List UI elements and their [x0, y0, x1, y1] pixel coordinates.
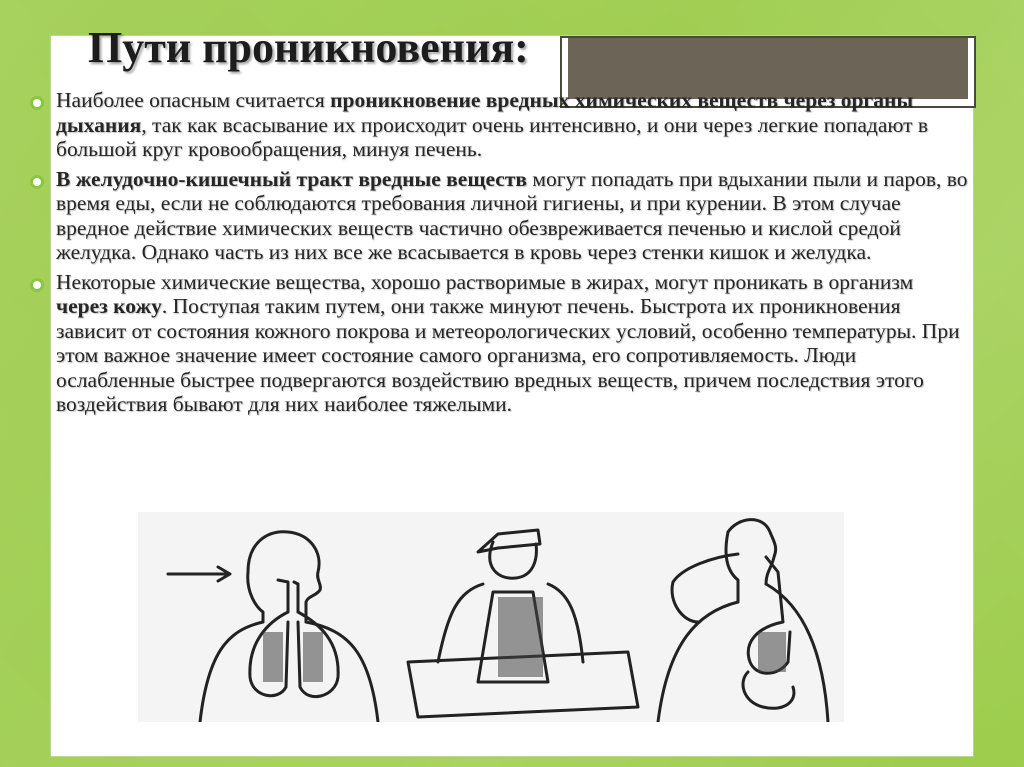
airway: [278, 580, 298, 612]
circle-bullet-icon: [30, 96, 44, 110]
exposure-routes-drawing: [138, 512, 844, 722]
bullet-item-inhalation: Наиболее опасным считается проникновение вредных химических веществ через органы дыхания, так как всасывание их происходит очень интенсивно, и они через легкие попадают в большой круг кровообращения, минуя печень.: [28, 88, 968, 162]
bullet-item-skin: Некоторые химические вещества, хорошо растворимые в жирах, могут проникать в организм через кожу. Поступая таким путем, они также минуют печень. Быстрота их проникновения зависит от состояния кожного покрова и метеорологических условий, особенно температуры. При этом важное значение имеет состояние самого организма, его сопротивляемость. Люди ослабленные быстрее подвергаются воздействию вредных веществ, причем последствия этого воздействия бывают для них наиболее тяжелыми.: [28, 270, 968, 417]
exposure-routes-illustration: [138, 512, 844, 722]
slide-title: Пути проникновения:: [88, 23, 529, 72]
torso-outline-1: [200, 622, 263, 722]
head-outline-3: [728, 520, 776, 584]
bullet-list: [28, 88, 968, 422]
circle-bullet-icon: [30, 175, 44, 189]
breath-arrow: [168, 567, 230, 581]
circle-bullet-icon: [30, 278, 44, 292]
worker-cap: [478, 530, 540, 552]
bullet-item-digestive: В желудочно-кишечный тракт вредные веществ могут попадать при вдыхании пыли и паров, во время еды, если не соблюдаются требования личной гигиены, и при курении. В этом случае вредное действие химических веществ частично обезвреживается печенью и кислой средой желудка. Однако часть из них все же всасывается в кровь через стенки кишок и желудка.: [28, 167, 968, 265]
torso-outline-3: [658, 584, 828, 722]
